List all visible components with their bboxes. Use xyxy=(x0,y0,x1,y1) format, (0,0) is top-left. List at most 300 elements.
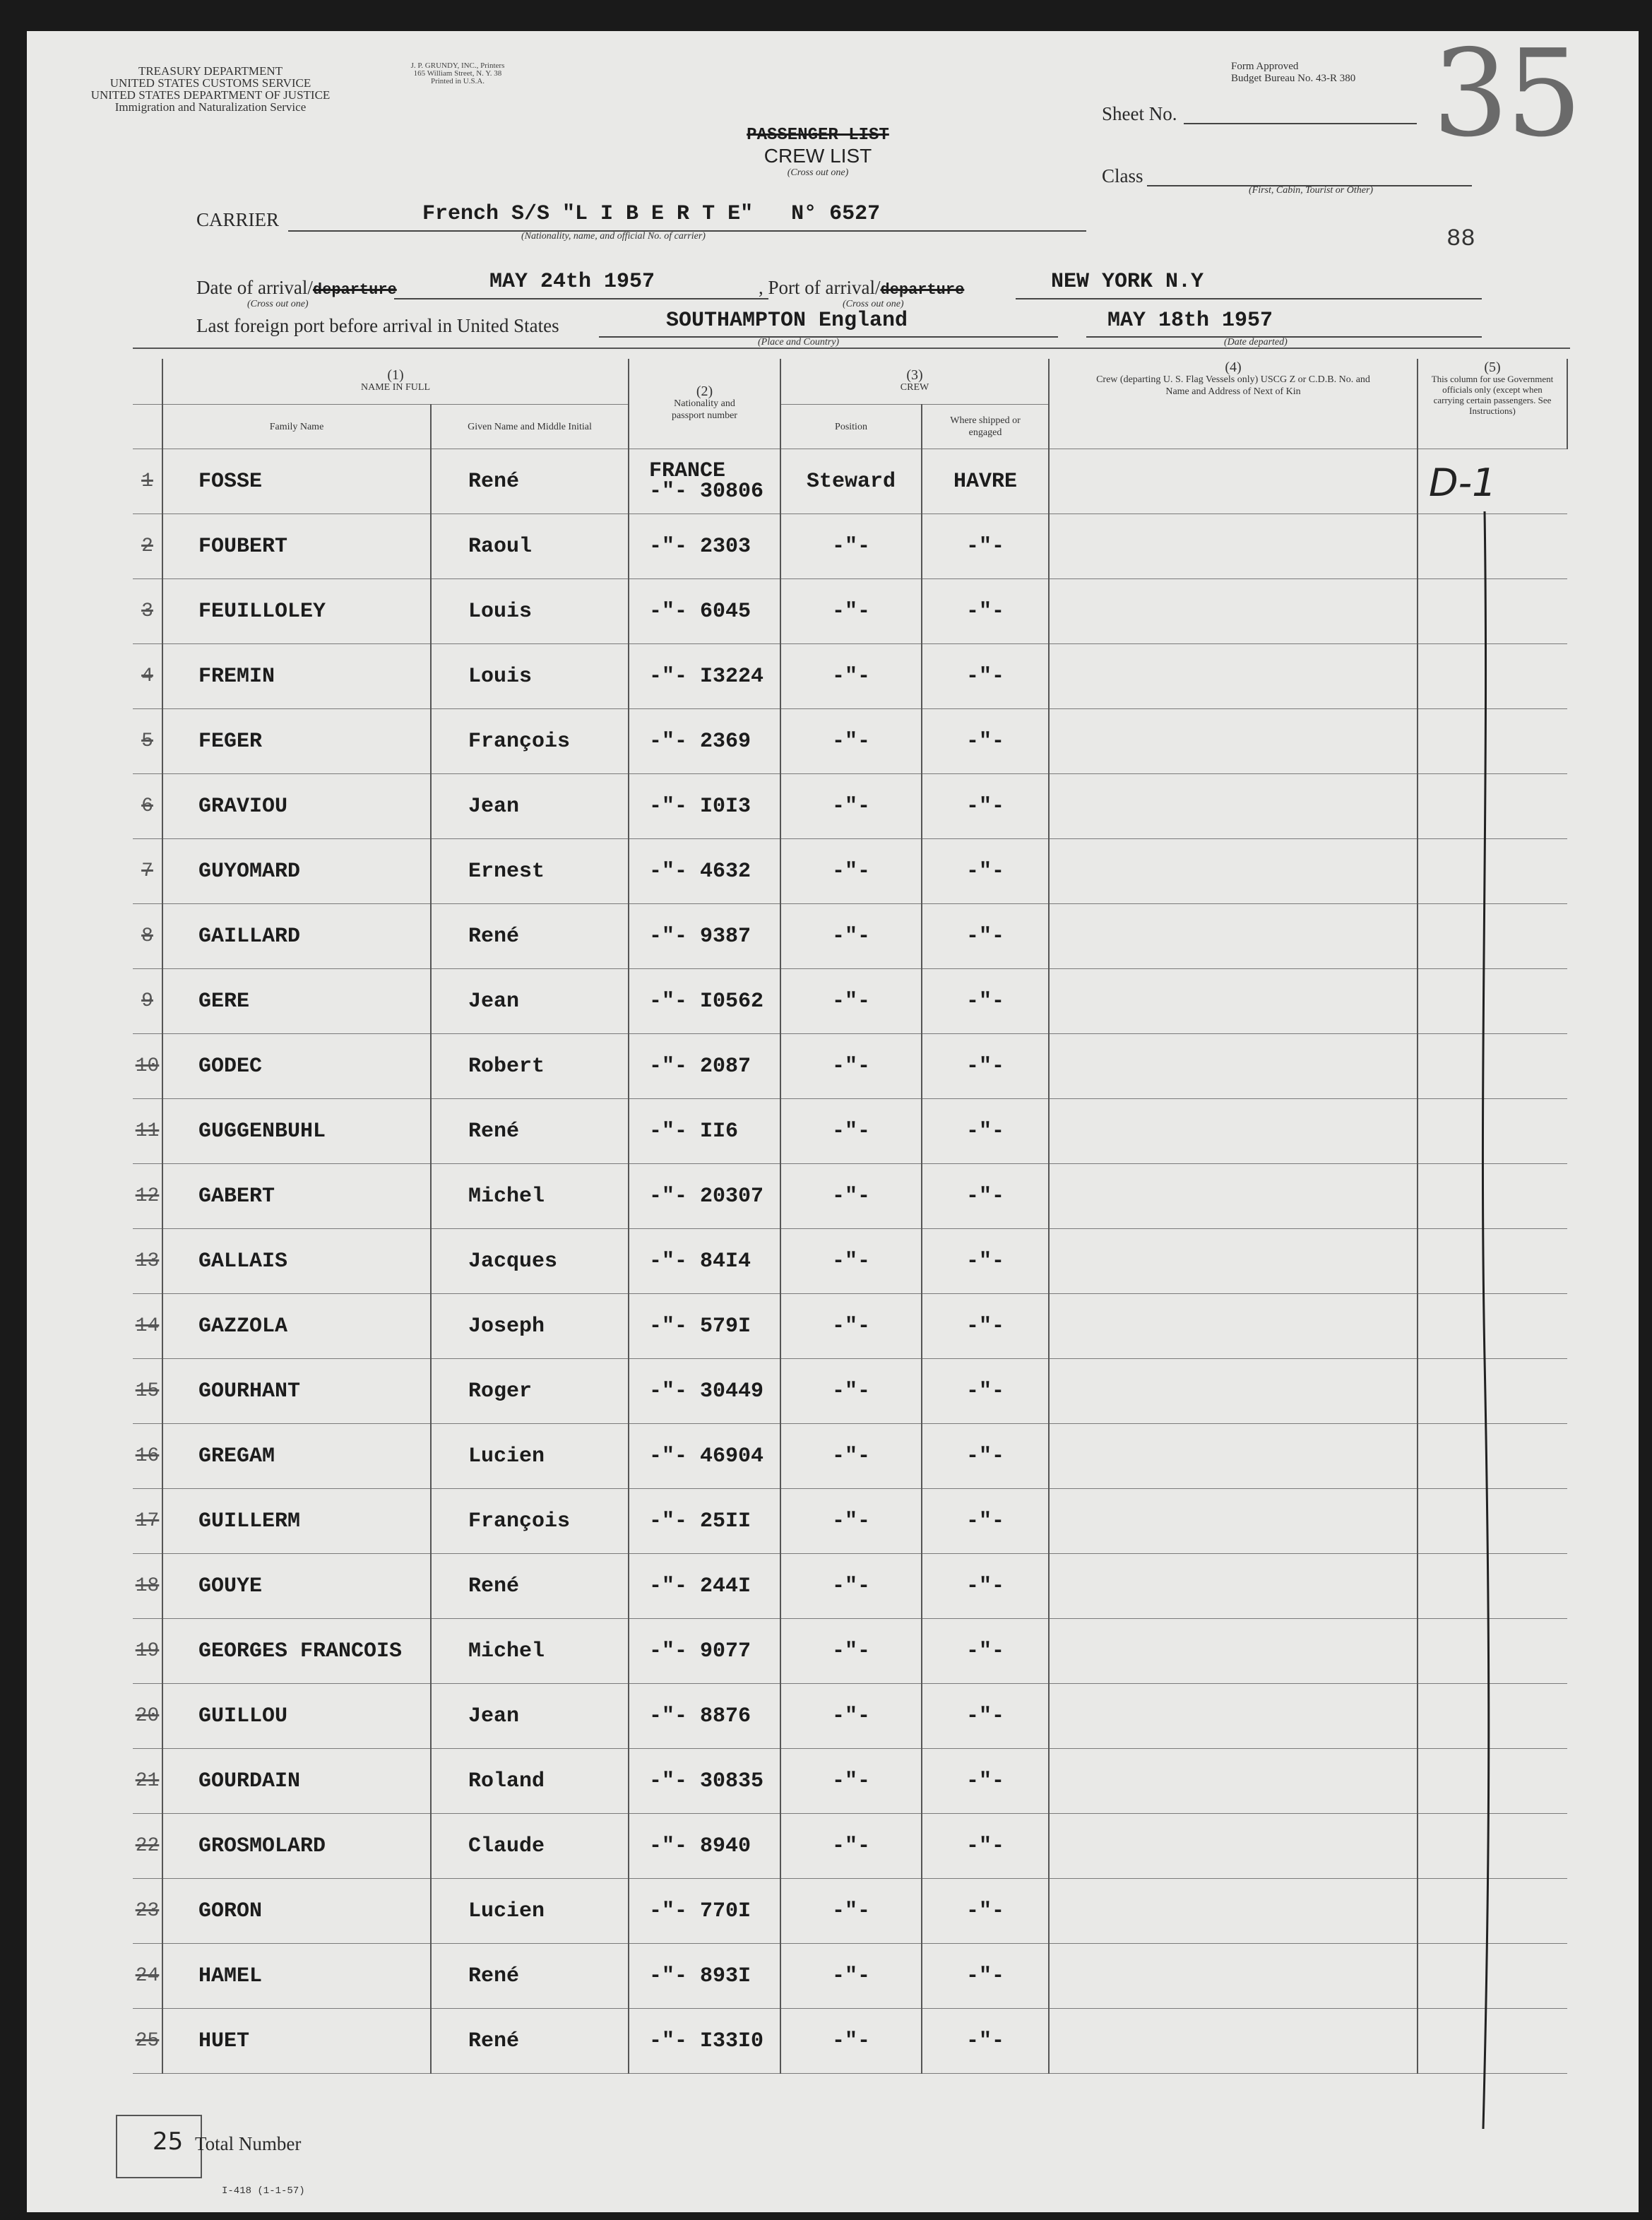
row-number: 21 xyxy=(135,1770,160,1792)
passport-number-cell xyxy=(629,969,780,1034)
given-name: René xyxy=(468,924,520,949)
row-number-cell xyxy=(133,1684,162,1749)
family-name: GROSMOLARD xyxy=(198,1834,326,1858)
row-number-subheader xyxy=(133,405,162,449)
row-number: 18 xyxy=(135,1575,160,1597)
row-number-cell xyxy=(133,839,162,904)
family-name-cell xyxy=(162,644,431,709)
passport-number-cell xyxy=(629,1099,780,1164)
family-name: GUGGENBUHL xyxy=(198,1119,326,1144)
port-arrival-text: , Port of arrival/ xyxy=(759,277,881,298)
where-shipped-cell xyxy=(922,514,1049,579)
col5-number: (5) xyxy=(1484,360,1501,375)
passport-value: -"- I33I0 xyxy=(649,2029,764,2053)
position-cell xyxy=(780,514,922,579)
crew-row xyxy=(133,1619,1567,1684)
passport-value: -"- 2369 xyxy=(649,729,751,754)
sheet-no-line xyxy=(1184,123,1417,124)
row-number-cell xyxy=(133,774,162,839)
where-shipped-cell xyxy=(922,579,1049,644)
position-cell xyxy=(780,2009,922,2074)
family-name-cell xyxy=(162,904,431,969)
row-number-cell xyxy=(133,1944,162,2009)
stamp-number: 88 xyxy=(1446,226,1475,253)
where-shipped-header: Where shipped or engaged xyxy=(922,405,1049,449)
given-name-cell xyxy=(431,1294,629,1359)
position-cell xyxy=(780,579,922,644)
crew-row xyxy=(133,1879,1567,1944)
next-of-kin-cell xyxy=(1049,774,1418,839)
carrier-label: CARRIER xyxy=(196,209,280,230)
position-cell xyxy=(780,1294,922,1359)
crew-row xyxy=(133,2009,1567,2074)
position-cell xyxy=(780,1489,922,1554)
where-shipped: -"- xyxy=(965,599,1004,624)
passport-value: -"- I3224 xyxy=(649,664,764,689)
foreign-port-label: Last foreign port before arrival in United States xyxy=(196,315,559,336)
row-number-cell xyxy=(133,1814,162,1879)
family-name-cell xyxy=(162,1424,431,1489)
family-name: GAILLARD xyxy=(198,924,301,949)
position: -"- xyxy=(831,859,870,884)
position: -"- xyxy=(831,729,870,754)
given-name-cell xyxy=(431,1619,629,1684)
given-name: Jean xyxy=(468,989,520,1014)
row-number: 11 xyxy=(135,1120,160,1142)
where-shipped: -"- xyxy=(965,1379,1004,1403)
class-note: (First, Cabin, Tourist or Other) xyxy=(1249,185,1374,196)
total-value: 25 xyxy=(153,2127,184,2156)
given-name: René xyxy=(468,1119,520,1144)
passport-value: -"- 30449 xyxy=(649,1379,764,1403)
given-name: Roger xyxy=(468,1379,533,1403)
row-number: 23 xyxy=(135,1900,160,1922)
next-of-kin-cell xyxy=(1049,1619,1418,1684)
where-shipped-cell xyxy=(922,709,1049,774)
where-shipped-cell xyxy=(922,1944,1049,2009)
where-shipped: -"- xyxy=(965,1184,1004,1209)
position-cell xyxy=(780,1554,922,1619)
official-mark: D-1 xyxy=(1429,461,1497,505)
position-cell xyxy=(780,1749,922,1814)
date-line xyxy=(394,298,768,299)
given-name: René xyxy=(468,2029,520,2053)
position: Steward xyxy=(806,469,896,494)
given-name-cell xyxy=(431,644,629,709)
given-name: Lucien xyxy=(468,1899,545,1923)
position: -"- xyxy=(831,534,870,559)
family-name: GREGAM xyxy=(198,1444,275,1468)
family-name: FEUILLOLEY xyxy=(198,599,326,624)
col2-number: (2) xyxy=(696,384,713,399)
crew-row xyxy=(133,709,1567,774)
date-struck-text: departure xyxy=(312,281,397,299)
date-arrival-label xyxy=(196,277,397,299)
where-shipped: -"- xyxy=(965,1964,1004,1988)
passport-number-cell xyxy=(629,1359,780,1424)
given-name: Raoul xyxy=(468,534,533,559)
position-cell xyxy=(780,1944,922,2009)
family-name-cell xyxy=(162,1229,431,1294)
row-number-cell xyxy=(133,1749,162,1814)
row-number-cell xyxy=(133,904,162,969)
next-of-kin-cell xyxy=(1049,1684,1418,1749)
given-name-cell xyxy=(431,1034,629,1099)
where-shipped: -"- xyxy=(965,534,1004,559)
position-cell xyxy=(780,1424,922,1489)
given-name-cell xyxy=(431,904,629,969)
nationality-header xyxy=(629,359,780,449)
passport-value: -"- 9387 xyxy=(649,924,751,949)
position-cell xyxy=(780,1684,922,1749)
cross-out-note: (Cross out one) xyxy=(787,167,849,178)
given-name-cell xyxy=(431,1944,629,2009)
given-name-cell xyxy=(431,1359,629,1424)
class-label: Class xyxy=(1102,165,1143,186)
row-number: 3 xyxy=(141,600,153,622)
passport-value: -"- 893I xyxy=(649,1964,751,1988)
row-number-cell xyxy=(133,449,162,514)
next-of-kin-cell xyxy=(1049,1034,1418,1099)
carrier-note: (Nationality, name, and official No. of carrier) xyxy=(521,231,706,242)
where-shipped: -"- xyxy=(965,1249,1004,1274)
passport-value: -"- I0I3 xyxy=(649,794,751,819)
passport-number-cell xyxy=(629,514,780,579)
row-number-cell xyxy=(133,1164,162,1229)
where-shipped: -"- xyxy=(965,1574,1004,1598)
position: -"- xyxy=(831,1574,870,1598)
family-name-cell xyxy=(162,1944,431,2009)
row-number-cell xyxy=(133,709,162,774)
where-shipped: -"- xyxy=(965,1639,1004,1663)
col2-title: Nationality and passport number xyxy=(672,398,737,421)
passport-value: -"- 8940 xyxy=(649,1834,751,1858)
where-shipped: -"- xyxy=(965,924,1004,949)
agency-header xyxy=(62,65,359,113)
given-name-cell xyxy=(431,579,629,644)
position: -"- xyxy=(831,1119,870,1144)
given-name-cell xyxy=(431,1099,629,1164)
passport-value: -"- I0562 xyxy=(649,989,764,1014)
position: -"- xyxy=(831,664,870,689)
next-of-kin-header xyxy=(1049,359,1418,449)
where-shipped: -"- xyxy=(965,729,1004,754)
passport-number-cell xyxy=(629,1619,780,1684)
carrier-value: French S/S "L I B E R T E" N° 6527 xyxy=(422,202,881,226)
row-number-header xyxy=(133,359,162,405)
row-number: 25 xyxy=(135,2030,160,2052)
where-shipped: -"- xyxy=(965,2029,1004,2053)
crew-header xyxy=(780,359,1049,405)
passport-number-cell xyxy=(629,1554,780,1619)
where-shipped-cell xyxy=(922,1164,1049,1229)
row-number-cell xyxy=(133,1554,162,1619)
given-name: René xyxy=(468,469,520,494)
position: -"- xyxy=(831,1314,870,1338)
family-name: GERE xyxy=(198,989,250,1014)
family-name: FOSSE xyxy=(198,469,263,494)
given-name-cell xyxy=(431,2009,629,2074)
position: -"- xyxy=(831,1054,870,1079)
position: -"- xyxy=(831,1899,870,1923)
given-name-cell xyxy=(431,839,629,904)
name-header xyxy=(162,359,629,405)
given-name: François xyxy=(468,1509,571,1533)
crew-row xyxy=(133,839,1567,904)
row-number: 16 xyxy=(135,1445,160,1467)
position-cell xyxy=(780,1879,922,1944)
where-shipped-cell xyxy=(922,1229,1049,1294)
next-of-kin-cell xyxy=(1049,969,1418,1034)
where-shipped-cell xyxy=(922,1749,1049,1814)
row-number: 17 xyxy=(135,1510,160,1532)
where-shipped: -"- xyxy=(965,1054,1004,1079)
foreign-port-value: SOUTHAMPTON England xyxy=(666,309,908,333)
given-name: Jean xyxy=(468,1704,520,1728)
family-name: GUILLOU xyxy=(198,1704,288,1728)
row-number: 12 xyxy=(135,1185,160,1207)
passport-value: -"- 20307 xyxy=(649,1184,764,1209)
where-shipped: -"- xyxy=(965,1509,1004,1533)
passport-number-cell xyxy=(629,1944,780,2009)
family-name-header: Family Name xyxy=(162,405,431,449)
where-shipped-cell xyxy=(922,1879,1049,1944)
sheet-no-label: Sheet No. xyxy=(1102,103,1177,124)
given-name-cell xyxy=(431,1424,629,1489)
next-of-kin-cell xyxy=(1049,839,1418,904)
family-name-cell xyxy=(162,1619,431,1684)
row-number: 1 xyxy=(141,470,153,492)
next-of-kin-cell xyxy=(1049,1944,1418,2009)
position-cell xyxy=(780,969,922,1034)
next-of-kin-cell xyxy=(1049,644,1418,709)
where-shipped: -"- xyxy=(965,859,1004,884)
row-number: 7 xyxy=(141,860,153,882)
where-shipped-cell xyxy=(922,449,1049,514)
printer-imprint xyxy=(394,62,521,85)
where-shipped-cell xyxy=(922,1359,1049,1424)
passport-value: -"- 8876 xyxy=(649,1704,751,1728)
family-name-cell xyxy=(162,1684,431,1749)
crew-list-form xyxy=(27,24,1639,2212)
family-name-cell xyxy=(162,2009,431,2074)
total-box xyxy=(116,2115,202,2178)
row-number-cell xyxy=(133,579,162,644)
given-name: René xyxy=(468,1964,520,1988)
where-shipped-cell xyxy=(922,969,1049,1034)
passport-value: -"- 25II xyxy=(649,1509,751,1533)
passport-number-cell xyxy=(629,1294,780,1359)
given-name: Claude xyxy=(468,1834,545,1858)
crew-row xyxy=(133,1554,1567,1619)
agency-line: TREASURY DEPARTMENT xyxy=(138,64,283,78)
where-shipped: HAVRE xyxy=(953,469,1017,494)
crew-row xyxy=(133,1099,1567,1164)
position-cell xyxy=(780,774,922,839)
position: -"- xyxy=(831,1964,870,1988)
given-name: François xyxy=(468,729,571,754)
given-name-cell xyxy=(431,1164,629,1229)
crew-row xyxy=(133,514,1567,579)
passport-value: -"- 770I xyxy=(649,1899,751,1923)
passport-number-cell xyxy=(629,1814,780,1879)
row-number: 10 xyxy=(135,1055,160,1077)
col1-title: NAME IN FULL xyxy=(361,382,430,393)
family-name-cell xyxy=(162,1359,431,1424)
crew-row xyxy=(133,1034,1567,1099)
passport-number-cell xyxy=(629,1229,780,1294)
crew-row xyxy=(133,1489,1567,1554)
family-name: HAMEL xyxy=(198,1964,263,1988)
next-of-kin-cell xyxy=(1049,1099,1418,1164)
col4-title: Crew (departing U. S. Flag Vessels only) USCG Z or C.D.B. No. and Name and Address of Next of Kin xyxy=(1096,374,1370,397)
given-name: Roland xyxy=(468,1769,545,1793)
where-shipped: -"- xyxy=(965,1444,1004,1468)
row-number: 20 xyxy=(135,1705,160,1727)
position-header: Position xyxy=(780,405,922,449)
position-cell xyxy=(780,709,922,774)
crew-row xyxy=(133,1814,1567,1879)
row-number: 13 xyxy=(135,1250,160,1272)
family-name: FOUBERT xyxy=(198,534,288,559)
next-of-kin-cell xyxy=(1049,579,1418,644)
col1-number: (1) xyxy=(387,367,404,383)
agency-line: UNITED STATES CUSTOMS SERVICE xyxy=(109,76,311,90)
row-number: 19 xyxy=(135,1640,160,1662)
port-note: (Cross out one) xyxy=(843,299,904,309)
row-number-cell xyxy=(133,644,162,709)
given-name-cell xyxy=(431,1879,629,1944)
form-approved-line: Budget Bureau No. 43-R 380 xyxy=(1231,73,1356,84)
header-rule xyxy=(133,348,1570,349)
col5-title: This column for use Government officials only (except when carrying certain passengers. See Instructions) xyxy=(1431,374,1554,416)
family-name-cell xyxy=(162,514,431,579)
position-cell xyxy=(780,1619,922,1684)
where-shipped: -"- xyxy=(965,1899,1004,1923)
where-shipped-cell xyxy=(922,1424,1049,1489)
passport-number-cell xyxy=(629,1424,780,1489)
row-number-cell xyxy=(133,1099,162,1164)
family-name: FREMIN xyxy=(198,664,275,689)
where-shipped: -"- xyxy=(965,794,1004,819)
row-number-cell xyxy=(133,1359,162,1424)
departed-date-value: MAY 18th 1957 xyxy=(1107,309,1273,333)
port-arrival-label xyxy=(759,277,964,299)
given-name: Louis xyxy=(468,664,533,689)
row-number-cell xyxy=(133,1879,162,1944)
position-cell xyxy=(780,904,922,969)
family-name-cell xyxy=(162,1554,431,1619)
next-of-kin-cell xyxy=(1049,1294,1418,1359)
position: -"- xyxy=(831,1184,870,1209)
given-name-cell xyxy=(431,709,629,774)
crew-row xyxy=(133,579,1567,644)
given-name-cell xyxy=(431,1489,629,1554)
passport-number-cell xyxy=(629,1684,780,1749)
where-shipped: -"- xyxy=(965,1119,1004,1144)
given-name-cell xyxy=(431,449,629,514)
passport-value: -"- II6 xyxy=(649,1119,739,1144)
given-name: Joseph xyxy=(468,1314,545,1338)
family-name-cell xyxy=(162,1814,431,1879)
given-name: Michel xyxy=(468,1639,545,1663)
family-name-cell xyxy=(162,1489,431,1554)
family-name: GABERT xyxy=(198,1184,275,1209)
next-of-kin-cell xyxy=(1049,514,1418,579)
position-cell xyxy=(780,1164,922,1229)
where-shipped-cell xyxy=(922,1554,1049,1619)
row-number-cell xyxy=(133,2009,162,2074)
position-cell xyxy=(780,839,922,904)
where-shipped: -"- xyxy=(965,1769,1004,1793)
passport-value: -"- 6045 xyxy=(649,599,751,624)
row-number-cell xyxy=(133,1229,162,1294)
family-name: GRAVIOU xyxy=(198,794,288,819)
given-name-cell xyxy=(431,969,629,1034)
row-number: 9 xyxy=(141,990,153,1012)
agency-line: UNITED STATES DEPARTMENT OF JUSTICE xyxy=(90,88,331,102)
agency-line: Immigration and Naturalization Service xyxy=(114,100,307,114)
family-name-cell xyxy=(162,839,431,904)
family-name-cell xyxy=(162,1879,431,1944)
row-number: 22 xyxy=(135,1835,160,1857)
where-shipped: -"- xyxy=(965,664,1004,689)
row-number: 8 xyxy=(141,925,153,947)
position: -"- xyxy=(831,1444,870,1468)
position: -"- xyxy=(831,1704,870,1728)
where-shipped-cell xyxy=(922,1489,1049,1554)
family-name: GUYOMARD xyxy=(198,859,301,884)
passport-value: -"- 2087 xyxy=(649,1054,751,1079)
family-name-cell xyxy=(162,1164,431,1229)
passport-number-cell xyxy=(629,2009,780,2074)
date-note: (Cross out one) xyxy=(247,299,309,309)
where-shipped-cell xyxy=(922,904,1049,969)
form-code: I-418 (1-1-57) xyxy=(222,2185,305,2197)
crew-row xyxy=(133,1424,1567,1489)
crew-row xyxy=(133,644,1567,709)
crew-row xyxy=(133,774,1567,839)
printer-line: 165 William Street, N. Y. 38 xyxy=(413,69,502,78)
next-of-kin-cell xyxy=(1049,2009,1418,2074)
list-title xyxy=(698,126,938,179)
passport-number-cell xyxy=(629,1489,780,1554)
port-line xyxy=(1016,298,1482,299)
crew-row xyxy=(133,1359,1567,1424)
position: -"- xyxy=(831,599,870,624)
family-name: GODEC xyxy=(198,1054,263,1079)
passport-number-cell xyxy=(629,839,780,904)
position-cell xyxy=(780,1359,922,1424)
position-cell xyxy=(780,1229,922,1294)
passport-value: -"- 2303 xyxy=(649,534,751,559)
given-name: Jacques xyxy=(468,1249,558,1274)
family-name-cell xyxy=(162,774,431,839)
family-name-cell xyxy=(162,1294,431,1359)
family-name-cell xyxy=(162,709,431,774)
passport-number-cell xyxy=(629,644,780,709)
where-shipped-cell xyxy=(922,1619,1049,1684)
row-number-cell xyxy=(133,1619,162,1684)
next-of-kin-cell xyxy=(1049,1879,1418,1944)
row-number-cell xyxy=(133,1294,162,1359)
row-number: 5 xyxy=(141,730,153,752)
crew-table xyxy=(133,359,1568,2074)
passport-number-cell xyxy=(629,1034,780,1099)
row-number: 2 xyxy=(141,535,153,557)
row-number-cell xyxy=(133,1034,162,1099)
next-of-kin-cell xyxy=(1049,1814,1418,1879)
